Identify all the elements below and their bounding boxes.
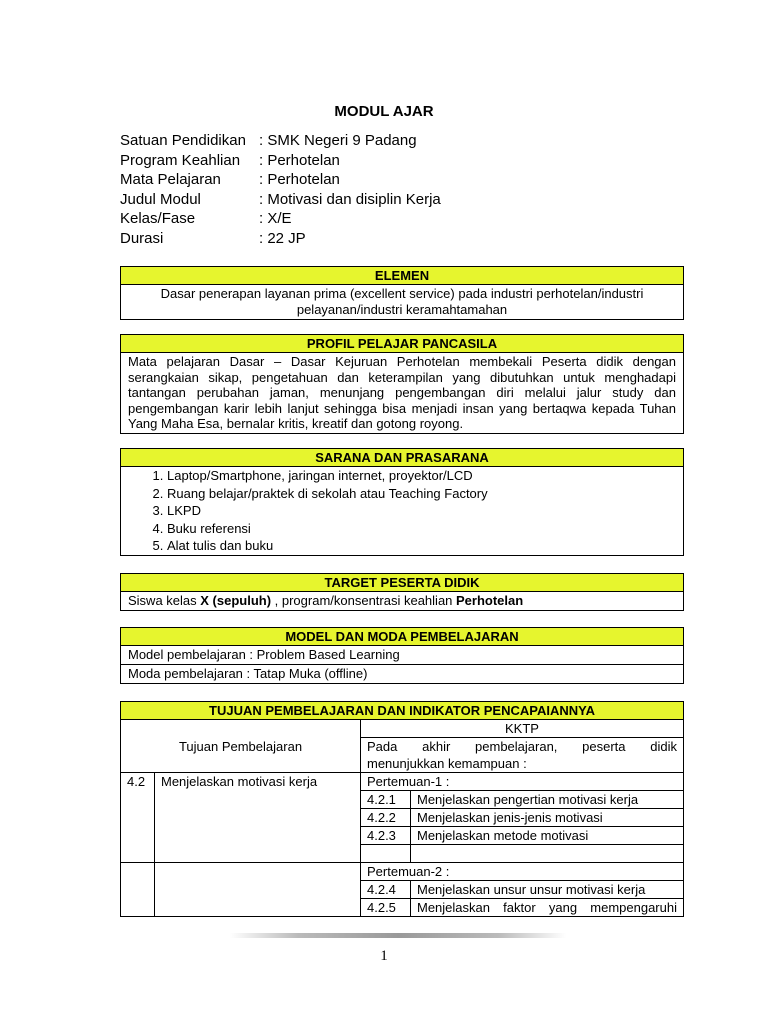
info-value: : SMK Negeri 9 Padang (259, 132, 417, 149)
list-item: 2. Ruang belajar/praktek di sekolah atau Teaching Factory (167, 485, 683, 503)
empty-cell (155, 863, 361, 917)
info-row (120, 170, 441, 190)
tujuan-header: TUJUAN PEMBELAJARAN DAN INDIKATOR PENCAPAIANNYA (121, 702, 684, 720)
list-item: 1. Laptop/Smartphone, jaringan internet, proyektor/LCD (167, 467, 683, 485)
empty-cell (411, 845, 684, 863)
kktp-intro-line: menunjukkan kemampuan : (367, 756, 527, 771)
indicator-number: 4.2.5 (361, 899, 411, 917)
info-value: : 22 JP (259, 229, 306, 247)
indicator-text: Menjelaskan unsur unsur motivasi kerja (411, 881, 684, 899)
sarana-list (121, 467, 683, 555)
moda-line: Moda pembelajaran : Tatap Muka (offline) (121, 664, 683, 683)
target-class: X (sepuluh) (200, 593, 272, 608)
pertemuan-1-label: Pertemuan-1 : (361, 773, 684, 791)
tujuan-table (120, 701, 684, 917)
target-text (121, 592, 683, 610)
list-item: 3. LKPD (167, 502, 683, 520)
model-line: Model pembelajaran : Problem Based Learning (128, 647, 400, 662)
info-key: Mata Pelajaran (120, 171, 221, 188)
target-header: TARGET PESERTA DIDIK (121, 574, 683, 592)
indicator-text: Menjelaskan faktor yang mempengaruhi (411, 899, 684, 917)
info-value: : Perhotelan (259, 171, 340, 188)
target-pre: Siswa kelas (128, 593, 201, 608)
indicator-text: Menjelaskan jenis-jenis motivasi (411, 809, 684, 827)
indicator-text: Menjelaskan pengertian motivasi kerja (411, 791, 684, 809)
sarana-section (120, 448, 684, 556)
indicator-number: 4.2.1 (361, 791, 411, 809)
indicator-number: 4.2.4 (361, 881, 411, 899)
info-row (120, 209, 441, 229)
indicator-number: 4.2.2 (361, 809, 411, 827)
target-program: Perhotelan (456, 593, 524, 608)
empty-cell (121, 863, 155, 917)
page-number: 1 (380, 948, 388, 964)
info-row (120, 151, 441, 171)
info-key: Judul Modul (120, 190, 201, 208)
info-row (120, 131, 441, 151)
empty-cell (361, 845, 411, 863)
pertemuan-2-label: Pertemuan-2 : (361, 863, 684, 881)
info-row (120, 190, 441, 210)
col-kktp-header: KKTP (361, 720, 684, 738)
info-key: Program Keahlian (120, 151, 241, 169)
list-item: 5. Alat tulis dan buku (167, 537, 683, 555)
list-item: 4. Buku referensi (167, 520, 683, 538)
col-tujuan-header: Tujuan Pembelajaran (121, 720, 361, 773)
elemen-section (120, 266, 684, 320)
kktp-intro-line: Pada akhir pembelajaran, peserta didik (367, 739, 677, 754)
profil-section (120, 334, 684, 434)
elemen-header: ELEMEN (121, 267, 683, 285)
profil-text: Mata pelajaran Dasar – Dasar Kejuruan Perhotelan membekali Peserta didik dengan serangkaian sikap, pengetahuan dan keterampilan yang dibutuhkan untuk menghadapi tantangan perubahan jaman, menunjang pengembangan diri melalui jalur study dan pengembangan karir lebih lanjut sehingga bisa menjadi insan yang bertaqwa kepada Tuhan Yang Maha Esa, bernalar kritis, kreatif dan gotong royong. (128, 354, 676, 431)
module-info (120, 131, 441, 248)
kktp-intro (361, 738, 684, 773)
elemen-text: Dasar penerapan layanan prima (excellent service) pada industri perhotelan/industri pelayanan/industri keramahtamahan (160, 286, 644, 317)
sarana-header: SARANA DAN PRASARANA (121, 449, 683, 467)
info-key: Kelas/Fase (120, 210, 196, 227)
footer-divider (230, 933, 566, 938)
indicator-text: Menjelaskan metode motivasi (411, 827, 684, 845)
target-section (120, 573, 684, 611)
tp-number: 4.2 (121, 773, 155, 863)
info-value: : Perhotelan (259, 151, 340, 169)
target-mid: , program/konsentrasi keahlian (271, 593, 457, 608)
model-section (120, 627, 684, 684)
info-key: Durasi (120, 229, 164, 247)
model-header: MODEL DAN MODA PEMBELAJARAN (121, 628, 683, 646)
indicator-number: 4.2.3 (361, 827, 411, 845)
tp-text: Menjelaskan motivasi kerja (155, 773, 361, 863)
document-title: MODUL AJAR (334, 103, 434, 120)
info-value: : Motivasi dan disiplin Kerja (259, 190, 441, 208)
profil-header: PROFIL PELAJAR PANCASILA (121, 335, 683, 353)
info-row (120, 229, 441, 249)
info-value: : X/E (259, 210, 292, 227)
info-key: Satuan Pendidikan (120, 132, 246, 149)
